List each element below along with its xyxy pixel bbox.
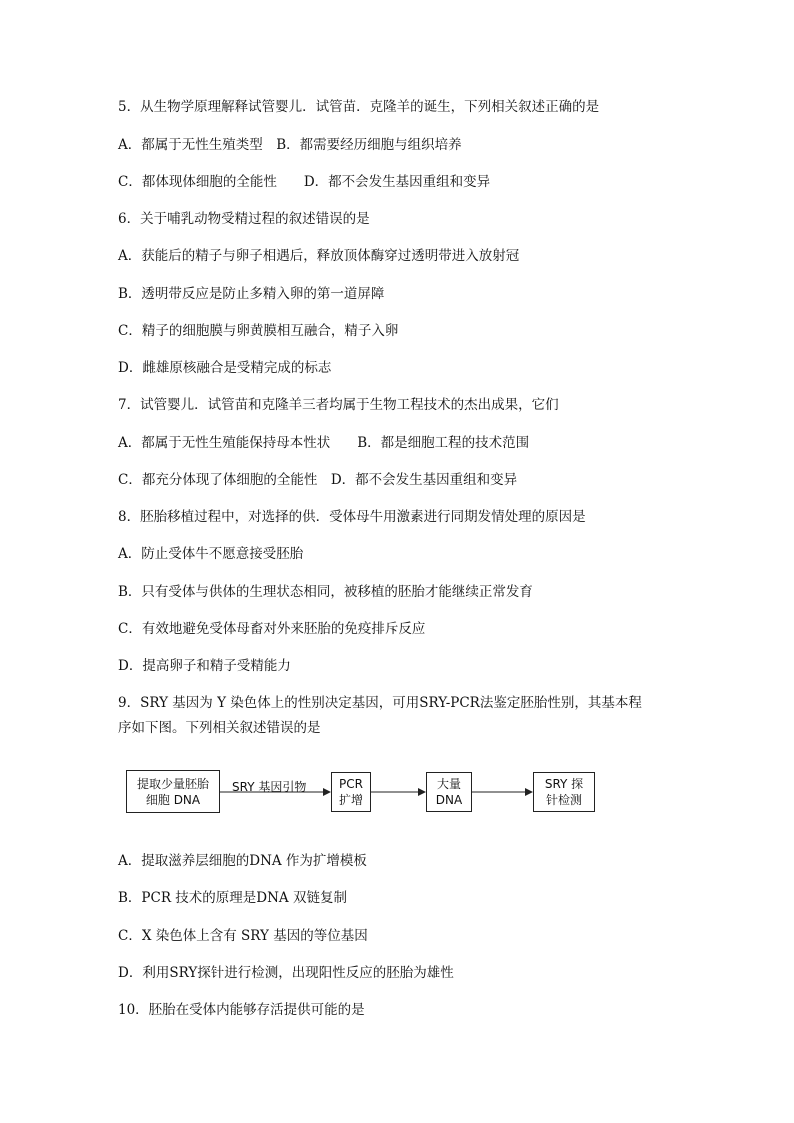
q5-stem: 5．从生物学原理解释试管婴儿．试管苗．克隆羊的诞生，下列相关叙述正确的是: [118, 99, 600, 115]
flow-box-large-dna: [426, 772, 472, 812]
q9-stem-line1: 9．SRY 基因为 Y 染色体上的性别决定基因，可用SRY-PCR法鉴定胚胎性别，其基本程: [118, 695, 642, 711]
q6-option-c: C．精子的细胞膜与卵黄膜相互融合，精子入卵: [118, 323, 399, 339]
q10-stem: 10．胚胎在受体内能够存活提供可能的是: [118, 1002, 365, 1018]
q5-option-cd: C．都体现体细胞的全能性 D．都不会发生基因重组和变异: [118, 174, 491, 190]
flow-box-pcr-line1: PCR: [339, 777, 363, 791]
q9-option-a: A．提取滋养层细胞的DNA 作为扩增模板: [118, 853, 367, 869]
flow-box-large-dna-line1: 大量: [436, 777, 461, 791]
flow-box-probe-line2: 针检测: [545, 793, 582, 807]
flow-box-pcr: [331, 772, 371, 812]
flow-box-probe-line1: SRY 探: [544, 777, 584, 791]
q6-option-a: A．获能后的精子与卵子相遇后，释放顶体酶穿过透明带进入放射冠: [118, 248, 520, 264]
q9-option-b: B．PCR 技术的原理是DNA 双链复制: [118, 890, 347, 906]
q8-option-c: C．有效地避免受体母畜对外来胚胎的免疫排斥反应: [118, 621, 426, 637]
q9-option-d: D．利用SRY探针进行检测，出现阳性反应的胚胎为雄性: [118, 965, 454, 981]
q6-option-d: D．雌雄原核融合是受精完成的标志: [118, 360, 332, 376]
q8-stem: 8．胚胎移植过程中，对选择的供．受体母牛用激素进行同期发情处理的原因是: [118, 509, 586, 525]
flow-box-pcr-line2: 扩增: [338, 793, 363, 807]
flow-box-probe: [533, 772, 595, 812]
q8-option-a: A．防止受体牛不愿意接受胚胎: [118, 546, 304, 562]
flow-box-extract-dna-line1: 提取少量胚胎: [136, 776, 209, 791]
q9-option-c: C．X 染色体上含有 SRY 基因的等位基因: [118, 928, 368, 944]
q7-option-cd: C．都充分体现了体细胞的全能性 D．都不会发生基因重组和变异: [118, 472, 518, 488]
q7-option-ab: A．都属于无性生殖能保持母本性状 B．都是细胞工程的技术范围: [118, 435, 530, 451]
q8-option-b: B．只有受体与供体的生理状态相同，被移植的胚胎才能继续正常发育: [118, 584, 533, 600]
q5-option-ab: A．都属于无性生殖类型 B．都需要经历细胞与组织培养: [118, 137, 462, 153]
q7-stem: 7．试管婴儿．试管苗和克隆羊三者均属于生物工程技术的杰出成果，它们: [118, 397, 559, 413]
flow-box-large-dna-line2: DNA: [435, 793, 463, 807]
flow-box-extract-dna: [126, 770, 220, 813]
flow-label-primer: SRY 基因引物: [232, 780, 307, 794]
q9-stem-line2: 序如下图。下列相关叙述错误的是: [118, 720, 321, 736]
q6-option-b: B．透明带反应是防止多精入卵的第一道屏障: [118, 286, 385, 302]
flow-box-extract-dna-line2: 细胞 DNA: [145, 792, 201, 807]
q6-stem: 6．关于哺乳动物受精过程的叙述错误的是: [118, 211, 370, 227]
q8-option-d: D．提高卵子和精子受精能力: [118, 658, 291, 674]
